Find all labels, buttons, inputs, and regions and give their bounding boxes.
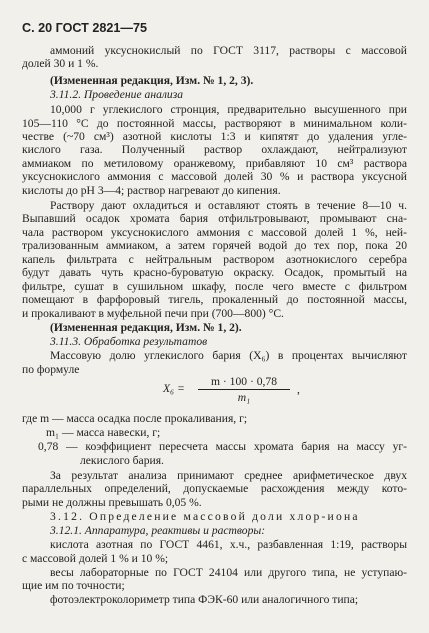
text-line: Выпавший осадок хромата бария отфильтровывают, промывают сна- — [22, 212, 407, 225]
definition-line: 0,78 — коэффициент пересчета массы хромата бария на массу уг- — [38, 440, 407, 453]
text-line: по формуле — [22, 363, 80, 376]
section-heading: 3.11.3. Обработка результатов — [50, 335, 208, 348]
text-line: щие им по точности; — [22, 579, 125, 592]
text-line: весы лабораторные по ГОСТ 24104 или другого типа, не уступаю- — [50, 566, 407, 579]
text-line: трализованным аммиаком, а затем горячей водой до тех пор, пока 20 — [22, 239, 407, 252]
text-line: фильтре, сушат в сушильном шкафу, после чего вместе с фильтром — [22, 280, 407, 293]
definition-line: m₁ — масса навески, г; — [46, 426, 161, 439]
text-line: честве (~70 см³) азотной кислоты 1:3 и кипятят до удаления угле- — [22, 130, 407, 143]
text-line: фотоэлектроколориметр типа ФЭК-60 или аналогичного типа; — [50, 593, 359, 606]
text-line: аммиаком по метиловому оранжевому, прибавляют 10 см³ раствора — [22, 157, 407, 170]
formula-lhs: X₆ = — [163, 382, 185, 395]
text-line: с массовой долей 1 % и 10 %; — [22, 552, 169, 565]
fraction-bar — [198, 389, 290, 390]
section-heading: 3.12. Определение массовой доли хлор-иона — [50, 510, 360, 523]
revision-note: (Измененная редакция, Изм. № 1, 2). — [50, 321, 242, 334]
text-line: аммоний уксуснокислый по ГОСТ 3117, растворы с массовой — [50, 44, 407, 57]
text-line: долей 30 и 1 %. — [22, 57, 99, 70]
text-line: кислого газа. Полученный раствор охлаждают, нейтрализуют — [22, 143, 407, 156]
section-heading: 3.11.2. Проведение анализа — [50, 88, 184, 101]
text-line: Массовую долю углекислого бария (X₆) в процентах вычисляют — [50, 349, 407, 362]
text-line: рыми не должны превышать 0,05 %. — [22, 496, 202, 509]
definition-line: где m — масса осадка после прокаливания, г; — [22, 412, 248, 425]
text-line: За результат анализа принимают среднее арифметическое двух — [50, 469, 407, 482]
text-line: уксуснокислого аммония с массовой долей 30 % и раствора уксусной — [22, 170, 407, 183]
text-line: кислота азотная по ГОСТ 4461, х.ч., разбавленная 1:19, растворы — [50, 538, 407, 551]
formula-trail: , — [297, 383, 300, 396]
text-line: 105—110 °С до постоянной массы, растворяют в минимальном коли- — [22, 117, 407, 130]
text-line: Раствору дают охладиться и оставляют стоять в течение 8—10 ч. — [50, 199, 407, 212]
page-header: С. 20 ГОСТ 2821—75 — [22, 21, 147, 35]
text-line: капель фильтрата с нейтральным раствором азотнокислого серебра — [22, 253, 407, 266]
definition-line: лекислого бария. — [80, 454, 164, 467]
text-line: кислоты до pH 3—4; раствор нагревают до кипения. — [22, 184, 281, 197]
section-heading: 3.12.1. Аппаратура, реактивы и растворы: — [50, 524, 266, 537]
text-line: и прокаливают в муфельной печи при (700—800) °С. — [22, 307, 284, 320]
text-line: параллельных определений, допускаемые расхождения между кото- — [22, 482, 407, 495]
text-line: помещают в фарфоровый тигель, прокаленный до постоянной массы, — [22, 293, 407, 306]
formula-numerator: m · 100 · 0,78 — [210, 375, 277, 388]
text-line: 10,000 г углекислого стронция, предварительно высушенного при — [50, 103, 407, 116]
formula-denominator: m₁ — [237, 391, 251, 404]
text-line: будут давать чуть красно-буроватую окраску. Осадок, промытый на — [22, 266, 407, 279]
text-line: чала раствором уксуснокислого аммония с массовой долей 1 %, ней- — [22, 226, 407, 239]
revision-note: (Измененная редакция, Изм. № 1, 2, 3). — [50, 74, 254, 87]
